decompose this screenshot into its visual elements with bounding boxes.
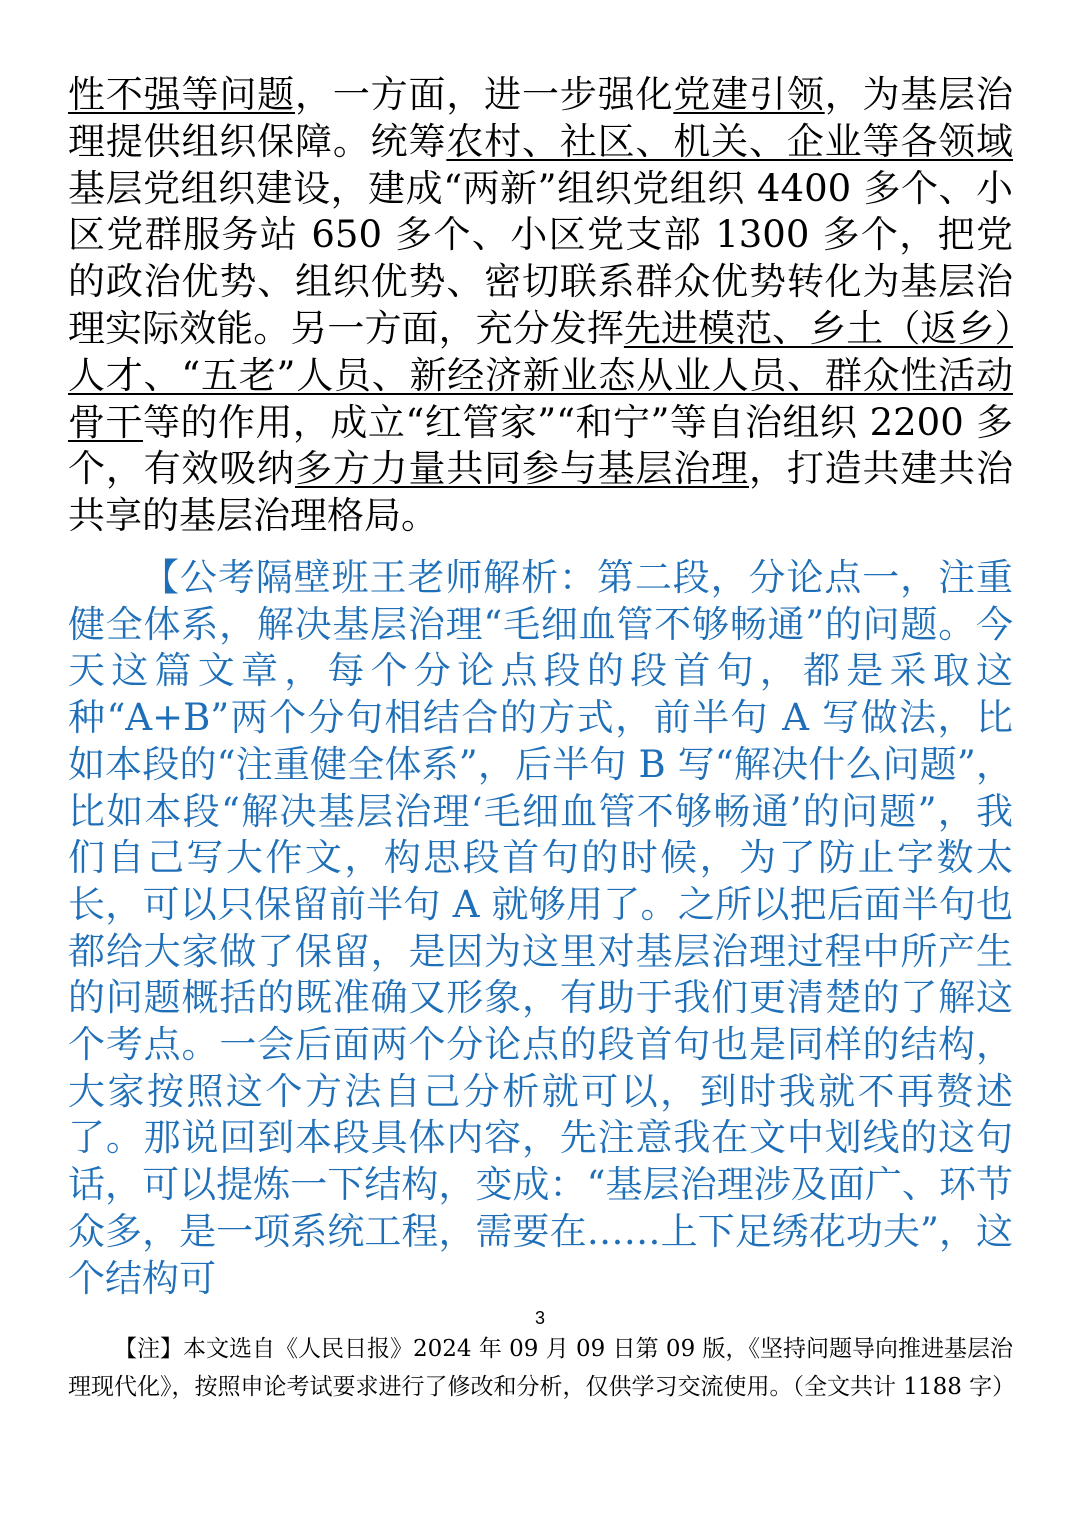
underlined-phrase: 性不强等问题	[68, 73, 295, 116]
underlined-phrase: 党建引领	[673, 73, 825, 116]
source-note: 【注】本文选自《人民日报》2024 年 09 月 09 日第 09 版，《坚持问题导向推进基层治理现代化》，按照申论考试要求进行了修改和分析，仅供学习交流使用。（全文共计 1188 字）	[68, 1336, 1016, 1400]
page-number: 3	[534, 1308, 545, 1328]
underlined-phrase: 农村、社区、机关、企业等各领域	[446, 119, 1014, 163]
text-run: ，为基层治理提供组织保障。统筹	[68, 73, 1014, 163]
text-run: 等的作用，成立“红管家”“和宁”等自治组织 2200 多个，有效吸纳	[68, 400, 1014, 491]
text-run: ，打造共建共治共享的基层治理格局。	[68, 447, 1013, 538]
underlined-phrase: 多方力量共同参与基层治理	[295, 447, 749, 491]
text-run: 基层党组织建设，建成“两新”组织党组织 4400 多个、小区党群服务站 650 多个、小区党支部 1300 多个，把党的政治优势、组织优势、密切联系群众优势转化为基层治理实际效能。另一方面，充分发挥	[68, 166, 1013, 350]
text-run: ，一方面，进一步强化	[295, 73, 674, 116]
teacher-analysis: 【公考隔壁班王老师解析：第二段，分论点一，注重健全体系，解决基层治理“毛细血管不够畅通”的问题。今天这篇文章，每个分论点段的段首句，都是采取这种“A+B”两个分句相结合的方式，前半句 A 写做法，比如本段的“注重健全体系”，后半句 B 写“解决什么问题”，比如本段“解决基层治理‘毛细血管不够畅通’的问题”，我们自己写大作文，构思段首句的时候，为了防止字数太长，可以只保留前半句 A 就够用了。之所以把后面半句也都给大家做了保留，是因为这里对基层治理过程中所产生的问题概括的既准确又形象，有助于我们更清楚的了解这个考点。一会后面两个分论点的段首句也是同样的结构，大家按照这个方法自己分析就可以，到时我就不再赘述了。那说回到本段具体内容，先注意我在文中划线的这句话，可以提炼一下结构，变成：“基层治理涉及面广、环节众多，是一项系统工程，需要在……上下足绣花功夫”，这个结构可	[68, 556, 1013, 1300]
underlined-phrase: 先进模范、乡土（返乡）人才、“五老”人员、新经济新业态从业人员、群众性活动骨干	[68, 306, 1014, 444]
article-paragraph	[68, 72, 1013, 540]
